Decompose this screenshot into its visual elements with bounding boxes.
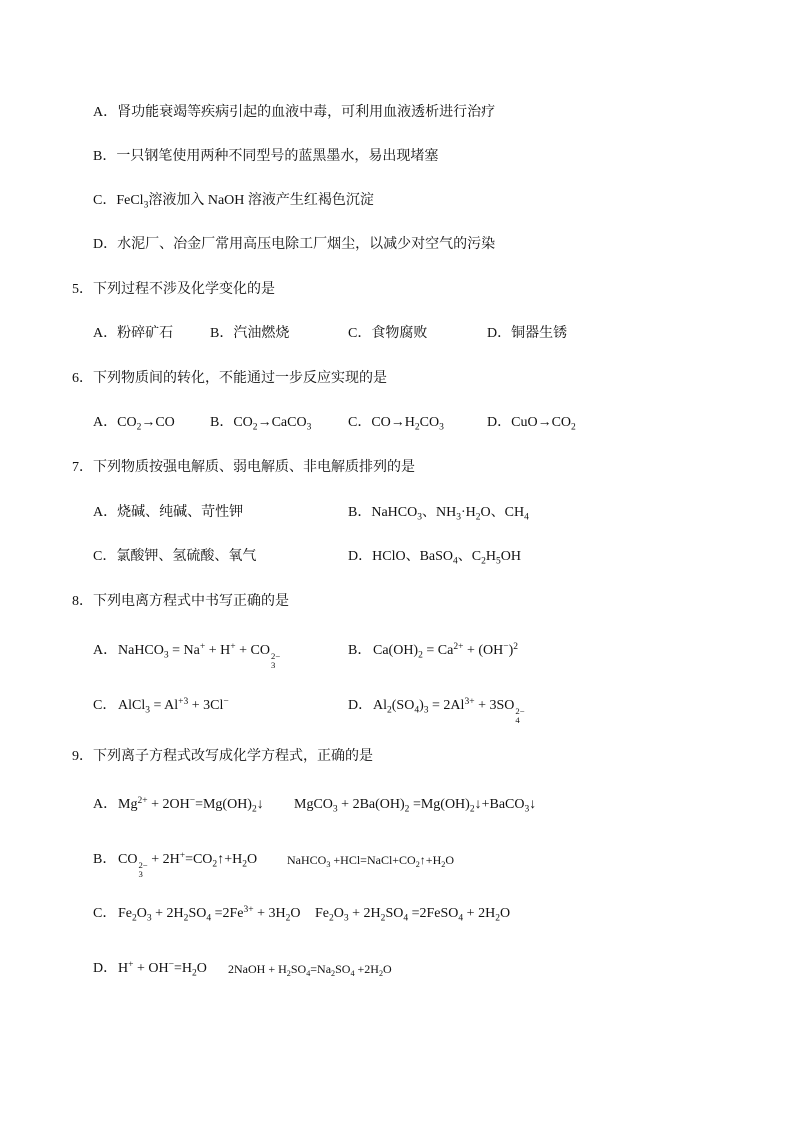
option-label: D． (487, 326, 512, 341)
text-segment: →CO (141, 415, 175, 430)
text-segment: O (333, 906, 344, 921)
ionic-equation (118, 850, 258, 879)
superscript: 3+ (464, 696, 475, 707)
superscript: +3 (178, 696, 189, 707)
text-segment: =2Fe (211, 906, 244, 921)
option-label: B． (210, 415, 234, 430)
option-label: C． (93, 549, 117, 564)
subscript: 3 (145, 705, 150, 716)
q9-option-d-chemical (228, 959, 392, 980)
chemical-equation (228, 962, 392, 976)
text-segment: Mg (118, 797, 138, 812)
text-segment: SO (290, 962, 307, 976)
subscript: 3 (439, 422, 444, 433)
q9-option-c-ionic (93, 904, 301, 924)
option-label: C． (93, 698, 117, 713)
option-label: D． (93, 961, 118, 976)
subscript: 2 (286, 968, 291, 978)
text-segment: SO (335, 962, 351, 976)
superscript: − (168, 959, 174, 970)
text-segment: ) (508, 643, 514, 658)
text-segment: O (499, 906, 511, 921)
question-stem: 下列过程不涉及化学变化的是 (93, 282, 275, 297)
subscript: 2 (136, 422, 142, 433)
option-label: B． (210, 326, 234, 341)
option-text: 汽油燃烧 (233, 326, 290, 341)
subscript: 2 (285, 913, 291, 924)
option-text (372, 549, 522, 567)
text-segment: Fe (118, 906, 132, 921)
option-label: C． (93, 193, 117, 208)
superscript: 2− (138, 859, 148, 870)
superscript: + (128, 959, 134, 970)
text-segment: =Mg(OH) (409, 797, 470, 812)
subscript: 2 (469, 804, 475, 815)
text-segment: CO (233, 415, 253, 430)
q4-option-c (93, 191, 374, 211)
subscript: 2 (251, 804, 257, 815)
q9-option-c-chemical (315, 904, 510, 924)
superscript: − (223, 696, 229, 707)
option-label: A． (93, 797, 118, 812)
text-segment: ↑+H (419, 853, 442, 867)
subscript: 4 (515, 714, 520, 725)
q8-stem (72, 592, 289, 612)
option-label: B． (348, 505, 372, 520)
option-text: 肾功能衰竭等疾病引起的血液中毒，可利用血液透析进行治疗 (117, 105, 496, 120)
subscript: 2 (415, 859, 420, 869)
text-segment: ↓ (256, 797, 264, 812)
subscript: 3 (163, 650, 169, 661)
text-segment: =CO (185, 852, 213, 867)
text-segment: =Na (310, 962, 332, 976)
text-segment: O (246, 852, 258, 867)
option-label: A． (93, 415, 118, 430)
text-segment: O (290, 906, 301, 921)
question-stem: 下列电离方程式中书写正确的是 (93, 594, 289, 609)
text-segment: CO→H (371, 415, 415, 430)
subscript: 2 (404, 804, 410, 815)
q8-option-d (348, 696, 525, 725)
subscript: 2 (475, 512, 481, 523)
text-segment: CO (117, 415, 137, 430)
option-text: 一只钢笔使用两种不同型号的蓝黑墨水，易出现堵塞 (116, 149, 439, 164)
subscript: 2 (212, 859, 218, 870)
subscript: 2 (329, 913, 334, 924)
subscript: 3 (423, 705, 429, 716)
option-text (117, 415, 175, 433)
question-number: 6． (72, 371, 93, 386)
text-segment: 、NH (422, 505, 457, 520)
text-segment: Fe (315, 906, 329, 921)
subscript: 2 (183, 913, 189, 924)
text-segment: H (118, 961, 129, 976)
subscript: 2 (495, 913, 500, 924)
text-segment: CO (419, 415, 440, 430)
text-segment: =2FeSO (408, 906, 459, 921)
subscript: 2 (380, 913, 386, 924)
question-number: 5． (72, 282, 93, 297)
option-label: C． (93, 906, 117, 921)
text-segment: H (485, 549, 497, 564)
q6-option-a (93, 413, 175, 433)
option-text: 氯酸钾、氢硫酸、氧气 (116, 549, 257, 564)
subscript: 3 (138, 868, 143, 879)
subscript: 2 (378, 968, 384, 978)
ionization-equation (373, 641, 519, 661)
subscript: 2 (387, 705, 392, 716)
q7-stem (72, 458, 415, 478)
sub-sup-segment (271, 652, 280, 670)
q5-option-a (93, 324, 173, 344)
q7-option-a (93, 503, 243, 523)
subscript: 3 (326, 859, 331, 869)
option-label: D． (348, 698, 373, 713)
subscript: 4 (306, 968, 311, 978)
subscript: 4 (403, 913, 409, 924)
option-text (371, 415, 444, 433)
ionization-equation (118, 696, 229, 716)
text-segment: + 2OH (147, 797, 190, 812)
text-segment: ↓+BaCO (474, 797, 525, 812)
q5-stem (72, 280, 275, 300)
text-segment: 、C (457, 549, 482, 564)
q5-option-d (487, 324, 567, 344)
subscript: 2 (441, 859, 446, 869)
q4-option-d (93, 235, 495, 255)
subscript: 2 (192, 968, 197, 979)
text-segment: = Ca (422, 643, 454, 658)
text-segment: O (445, 853, 454, 867)
text-segment: + CO (235, 643, 270, 658)
text-segment: CO (118, 852, 138, 867)
text-segment: + OH (133, 961, 169, 976)
option-text: 粉碎矿石 (117, 326, 174, 341)
text-segment: + 2H (348, 906, 381, 921)
text-segment: CuO→CO (511, 415, 572, 430)
option-label: C． (348, 415, 372, 430)
option-label: D． (487, 415, 512, 430)
subscript: 3 (271, 659, 276, 670)
text-segment: NaHCO (371, 505, 418, 520)
q4-option-a (93, 103, 495, 123)
subscript: 5 (496, 556, 501, 567)
subscript: 2 (132, 913, 137, 924)
ionic-equation (118, 959, 207, 979)
q5-option-c (348, 324, 427, 344)
text-segment: + 3Cl (188, 698, 224, 713)
q6-option-d (487, 413, 576, 433)
subscript: 3 (143, 200, 149, 211)
q8-option-a (93, 641, 280, 670)
option-label: B． (93, 149, 117, 164)
subscript: 3 (146, 913, 152, 924)
text-segment: + 2Ba(OH) (337, 797, 405, 812)
option-text: 铜器生锈 (511, 326, 568, 341)
text-segment: ↓ (529, 797, 537, 812)
sub-sup-segment (138, 861, 147, 879)
option-label: B． (348, 643, 372, 658)
text-segment: Al (373, 698, 387, 713)
option-label: A． (93, 326, 118, 341)
text-segment: = 2Al (428, 698, 465, 713)
subscript: 2 (481, 556, 486, 567)
text-segment: MgCO (294, 797, 333, 812)
subscript: 2 (571, 422, 576, 433)
text-segment: + 2H (151, 906, 184, 921)
ionization-equation (118, 641, 281, 670)
q9-stem (72, 747, 373, 767)
superscript: 3+ (243, 904, 254, 915)
text-segment: =H (174, 961, 193, 976)
subscript: 3 (524, 804, 530, 815)
q9-option-b-ionic (93, 850, 257, 879)
option-label: A． (93, 505, 118, 520)
option-text: 烧碱、纯碱、苛性钾 (117, 505, 244, 520)
superscript: 2− (515, 705, 525, 716)
text-segment: + H (205, 643, 231, 658)
superscript: + (230, 641, 236, 652)
option-label: A． (93, 105, 118, 120)
q4-option-b (93, 147, 438, 167)
q9-option-a-ionic (93, 795, 264, 815)
text-segment: ) (419, 698, 424, 713)
superscript: 2− (271, 650, 281, 661)
q8-option-b (348, 641, 518, 661)
option-text (233, 415, 312, 433)
text-segment: O (136, 906, 147, 921)
text-segment: SO (188, 906, 207, 921)
subscript: 3 (306, 422, 312, 433)
q9-option-a-chemical (294, 795, 536, 815)
subscript: 2 (242, 859, 247, 870)
text-segment: FeCl (116, 193, 144, 208)
option-label: D． (348, 549, 373, 564)
q8-option-c (93, 696, 229, 716)
subscript: 4 (453, 556, 458, 567)
text-segment: NaHCO (287, 853, 327, 867)
q7-option-c (93, 547, 256, 567)
option-text: 食物腐败 (371, 326, 428, 341)
text-segment: 溶液加入 NaOH 溶液产生红褐色沉淀 (148, 193, 374, 208)
subscript: 3 (343, 913, 349, 924)
text-segment: O (383, 962, 392, 976)
option-text (511, 415, 576, 433)
q7-option-b (348, 503, 529, 523)
ionic-equation (118, 795, 264, 815)
text-segment: + (OH (463, 643, 504, 658)
question-number: 7． (72, 460, 93, 475)
text-segment: O、CH (480, 505, 525, 520)
subscript: 3 (332, 804, 338, 815)
text-segment: ↑+H (217, 852, 243, 867)
superscript: + (179, 850, 186, 861)
text-segment: ·H (461, 505, 476, 520)
text-segment: + 3H (253, 906, 286, 921)
option-label: A． (93, 643, 118, 658)
text-segment: NaHCO (118, 643, 164, 658)
ionization-equation (373, 696, 525, 725)
text-segment: 2NaOH + H (228, 962, 287, 976)
text-segment: O (196, 961, 207, 976)
text-segment: + 3SO (474, 698, 515, 713)
text-segment: +2H (354, 962, 379, 976)
subscript: 4 (458, 913, 464, 924)
text-segment: = Na (168, 643, 200, 658)
subscript: 2 (331, 968, 336, 978)
text-segment: = Al (150, 698, 179, 713)
ionic-equation (118, 904, 301, 924)
superscript: − (503, 641, 509, 652)
superscript: 2+ (453, 641, 464, 652)
question-number: 8． (72, 594, 93, 609)
text-segment: =Mg(OH) (195, 797, 252, 812)
subscript: 4 (350, 968, 355, 978)
subscript: 3 (417, 512, 422, 523)
subscript: 2 (414, 422, 420, 433)
text-segment: SO (385, 906, 404, 921)
question-number: 9． (72, 749, 93, 764)
option-text (116, 193, 374, 211)
text-segment: AlCl (118, 698, 146, 713)
text-segment: Ca(OH) (373, 643, 419, 658)
option-label: C． (348, 326, 372, 341)
superscript: 2 (513, 641, 519, 652)
subscript: 2 (252, 422, 258, 433)
chemical-equation (294, 797, 537, 815)
question-stem: 下列离子方程式改写成化学方程式，正确的是 (93, 749, 373, 764)
text-segment: (SO (391, 698, 415, 713)
subscript: 4 (414, 705, 420, 716)
text-segment: + 2H (463, 906, 496, 921)
text-segment: →CaCO (257, 415, 307, 430)
subscript: 2 (418, 650, 423, 661)
text-segment: OH (500, 549, 522, 564)
superscript: + (199, 641, 206, 652)
subscript: 4 (206, 913, 212, 924)
option-text (371, 505, 529, 523)
superscript: 2+ (137, 795, 148, 806)
chemical-equation (315, 906, 511, 924)
option-label: D． (93, 237, 118, 252)
q5-option-b (210, 324, 289, 344)
q9-option-d-ionic (93, 959, 207, 979)
text-segment: + 2H (147, 852, 180, 867)
q6-option-b (210, 413, 311, 433)
text-segment: HClO、BaSO (372, 549, 454, 564)
q6-option-c (348, 413, 444, 433)
q7-option-d (348, 547, 521, 567)
subscript: 3 (456, 512, 461, 523)
superscript: − (189, 795, 196, 806)
option-text: 水泥厂、冶金厂常用高压电除工厂烟尘，以减少对空气的污染 (117, 237, 496, 252)
sub-sup-segment (515, 707, 524, 725)
question-stem: 下列物质按强电解质、弱电解质、非电解质排列的是 (93, 460, 415, 475)
subscript: 4 (524, 512, 529, 523)
text-segment: +HCl=NaCl+CO (330, 853, 416, 867)
chemical-equation (287, 853, 454, 867)
q6-stem (72, 369, 387, 389)
q9-option-b-chemical (287, 850, 454, 871)
question-stem: 下列物质间的转化，不能通过一步反应实现的是 (93, 371, 387, 386)
option-label: B． (93, 852, 117, 867)
